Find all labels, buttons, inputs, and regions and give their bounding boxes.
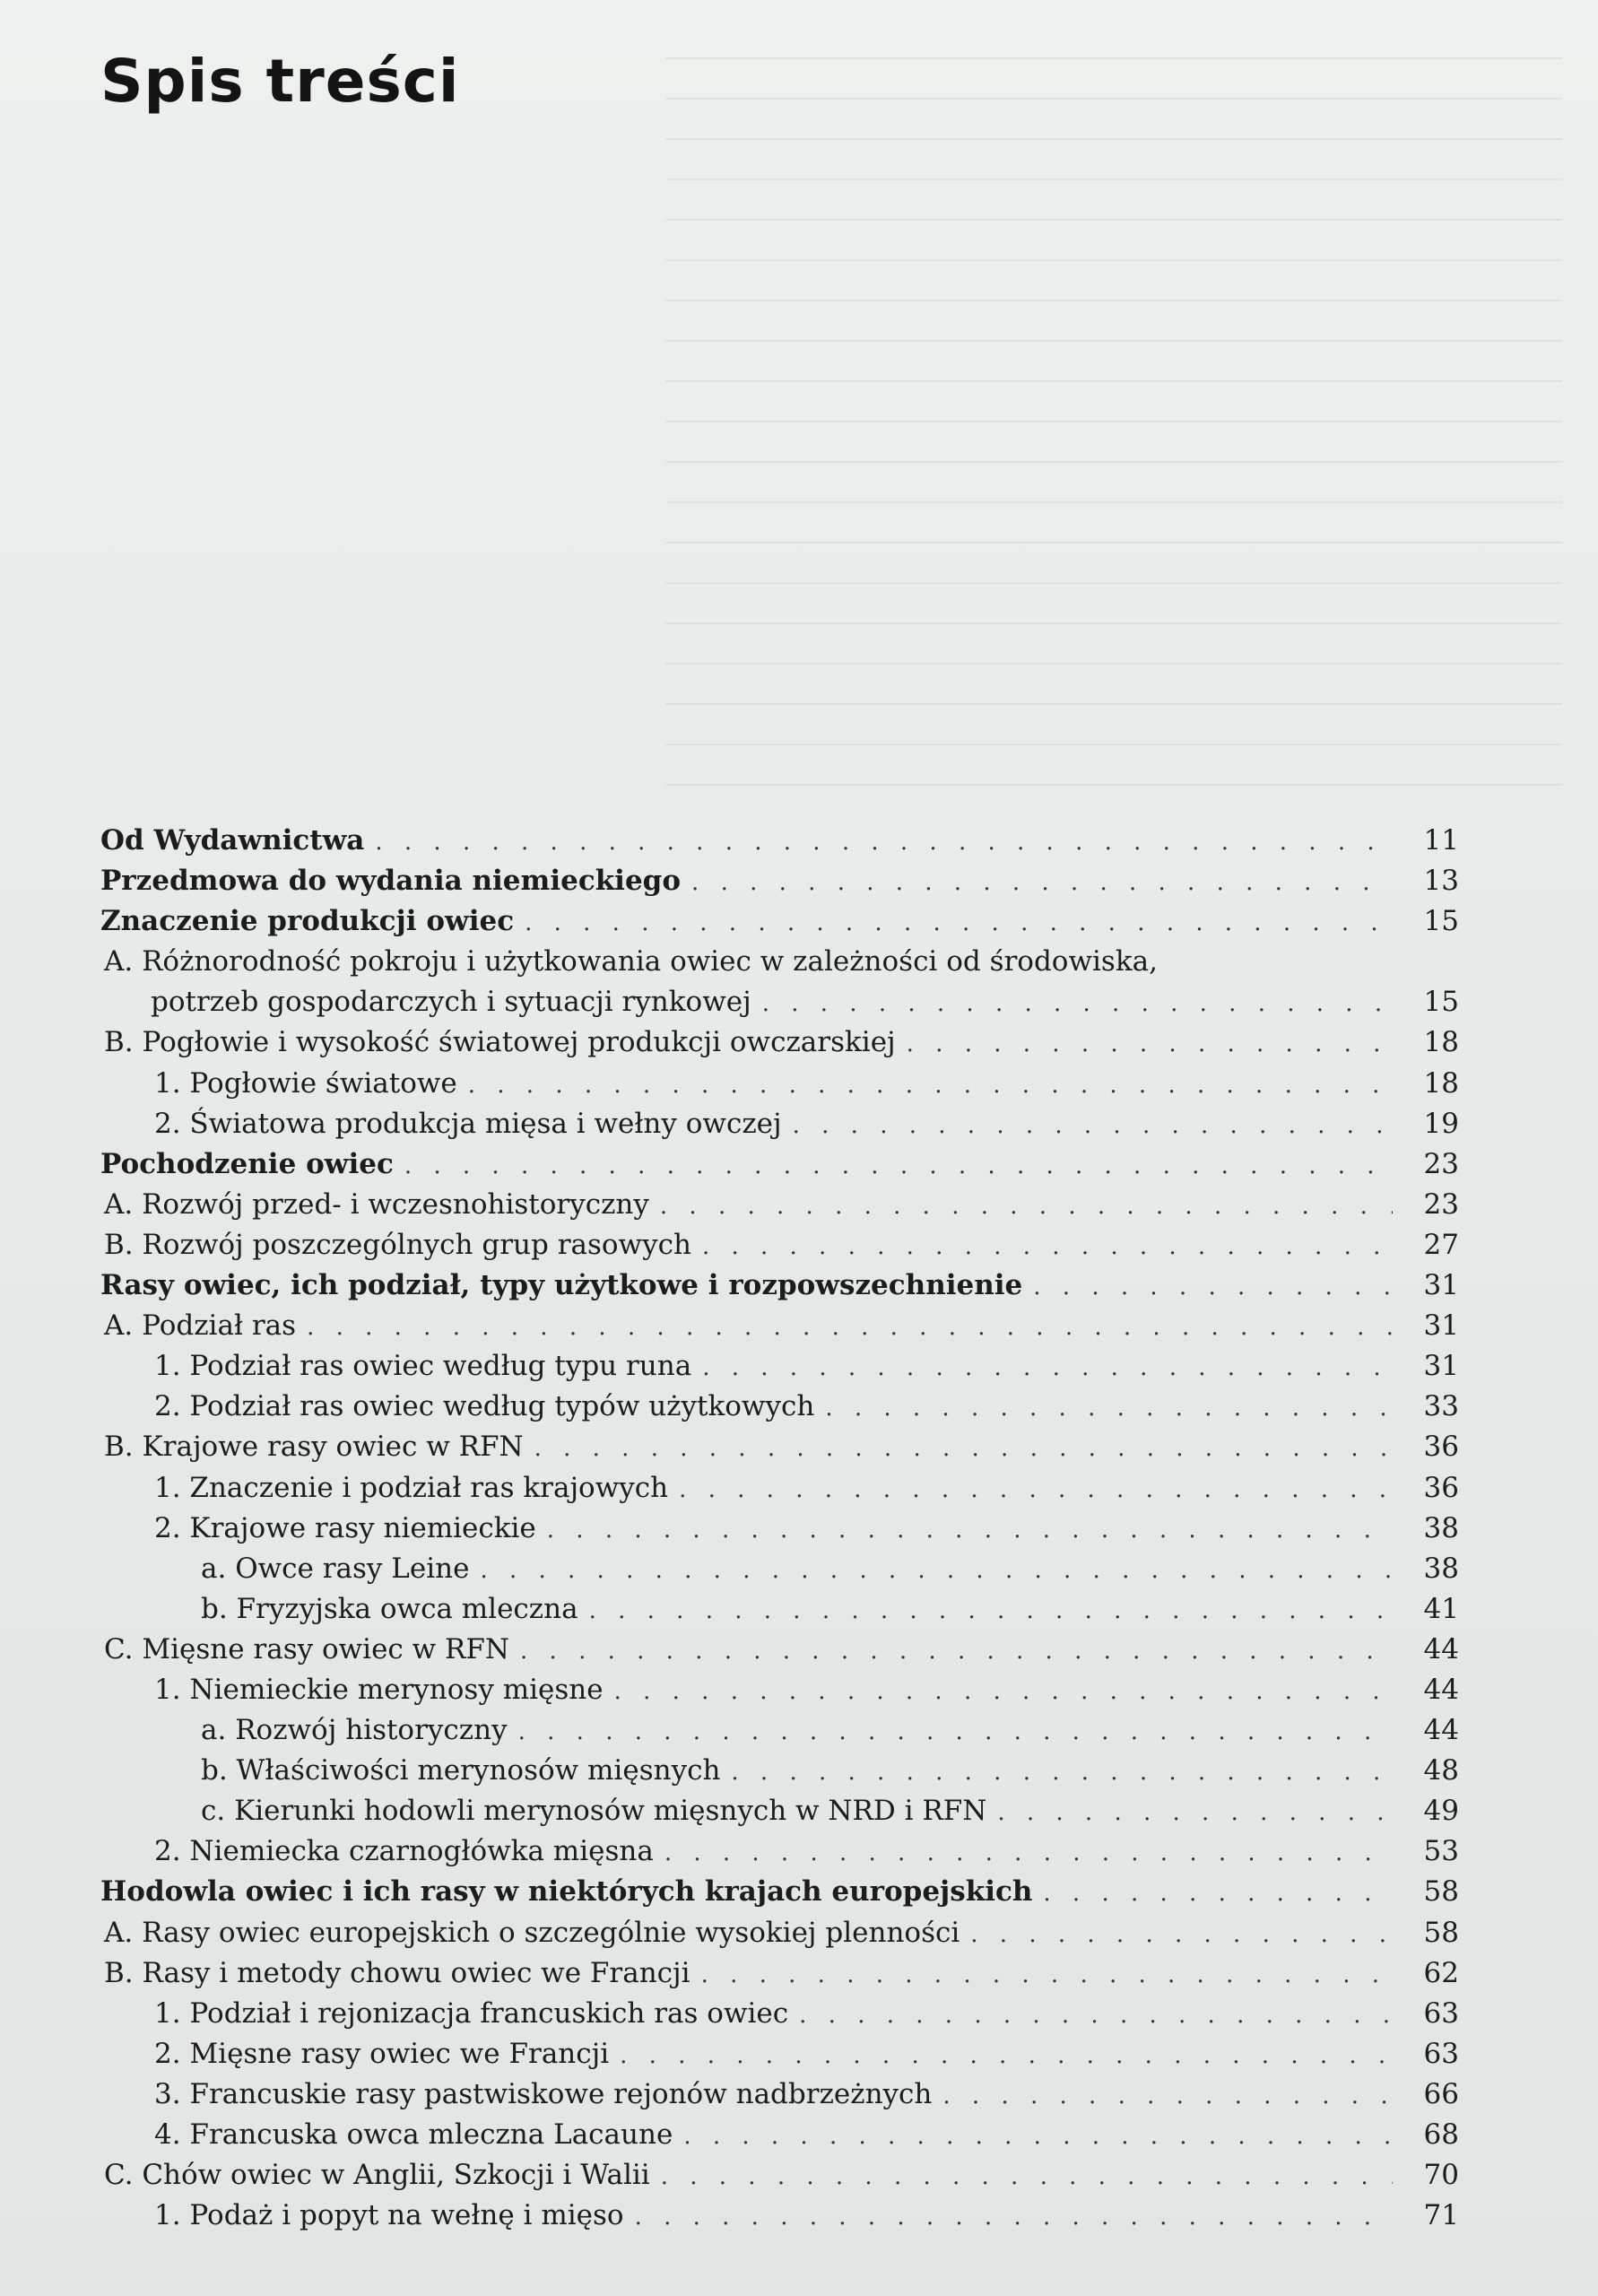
toc-entry: [100, 1265, 1459, 1306]
dot-leader: [480, 1551, 1393, 1591]
toc-entry-label: A. Rasy owiec europejskich o szczególnie wysokiej plenności: [104, 1916, 960, 1949]
toc-entry: [100, 942, 1459, 982]
toc-entry: [100, 1468, 1459, 1509]
toc-entry: [100, 1346, 1459, 1387]
toc-entry: [100, 1872, 1459, 1912]
toc-entry: [100, 1670, 1459, 1710]
toc-entry-page-number: 18: [1423, 1066, 1459, 1100]
toc-entry-page-number: 31: [1423, 1269, 1459, 1302]
toc-entry-page-number: 23: [1423, 1187, 1459, 1221]
dot-leader: [620, 2036, 1393, 2076]
dot-leader: [731, 1752, 1393, 1793]
toc-entry-label: potrzeb gospodarczych i sytuacji rynkowej: [151, 986, 751, 1019]
toc-entry-label: Znaczenie produkcji owiec: [100, 905, 515, 938]
toc-entry-label: a. Rozwój historyczny: [201, 1714, 508, 1747]
toc-entry: [100, 2034, 1459, 2074]
dot-leader: [942, 2076, 1393, 2117]
toc-entry-page-number: 27: [1423, 1228, 1459, 1261]
toc-entry-label: Rasy owiec, ich podział, typy użytkowe i rozpowszechnienie: [100, 1269, 1023, 1302]
toc-entry-page-number: 62: [1423, 1956, 1459, 1989]
page-title: Spis treści: [100, 47, 460, 116]
dot-leader: [661, 2157, 1393, 2197]
toc-entry-page-number: 63: [1423, 2037, 1459, 2070]
table-of-contents: [100, 821, 1459, 2236]
toc-entry: [100, 1225, 1459, 1265]
toc-entry: [100, 982, 1459, 1022]
toc-entry-label: 1. Pogłowie światowe: [154, 1066, 457, 1100]
dot-leader: [520, 1631, 1393, 1672]
toc-entry: [100, 2196, 1459, 2236]
dot-leader: [404, 1146, 1393, 1187]
toc-entry-label: 2. Podział ras owiec według typów użytkowych: [154, 1390, 815, 1423]
toc-entry-page-number: 41: [1423, 1592, 1459, 1625]
dot-leader: [683, 2117, 1393, 2157]
toc-entry-page-number: 63: [1423, 1996, 1459, 2030]
dot-leader: [547, 1510, 1393, 1551]
dot-leader: [702, 1348, 1393, 1388]
toc-entry-label: 3. Francuskie rasy pastwiskowe rejonów nadbrzeżnych: [154, 2077, 933, 2110]
toc-entry-page-number: 44: [1423, 1673, 1459, 1706]
toc-entry-page-number: 23: [1423, 1147, 1459, 1180]
toc-entry-label: 2. Niemiecka czarnogłówka mięsna: [154, 1835, 654, 1868]
toc-entry-label: 1. Podaż i popyt na wełnę i mięso: [154, 2199, 624, 2232]
toc-entry: [100, 1913, 1459, 1953]
toc-entry-page-number: 31: [1423, 1309, 1459, 1343]
dot-leader: [589, 1591, 1393, 1631]
dot-leader: [691, 863, 1393, 903]
toc-entry-label: b. Fryzyjska owca mleczna: [201, 1592, 578, 1625]
toc-entry-page-number: 33: [1423, 1390, 1459, 1423]
toc-entry-label: 1. Niemieckie merynosy mięsne: [154, 1673, 604, 1706]
toc-entry-page-number: 53: [1423, 1835, 1459, 1868]
toc-entry-label: A. Różnorodność pokroju i użytkowania owiec w zależności od środowiska,: [104, 945, 1158, 978]
toc-entry-page-number: 15: [1423, 905, 1459, 938]
toc-entry: [100, 1549, 1459, 1589]
toc-entry-page-number: 36: [1423, 1431, 1459, 1464]
toc-entry-label: a. Owce rasy Leine: [201, 1552, 470, 1585]
toc-entry-page-number: 44: [1423, 1632, 1459, 1665]
toc-entry-page-number: 38: [1423, 1552, 1459, 1585]
dot-leader: [762, 984, 1393, 1024]
toc-entry-page-number: 19: [1423, 1107, 1459, 1140]
toc-entry-label: B. Rasy i metody chowu owiec we Francji: [104, 1956, 690, 1989]
dot-leader: [664, 1833, 1393, 1874]
toc-entry-page-number: 58: [1423, 1875, 1459, 1909]
toc-entry-page-number: 15: [1423, 986, 1459, 1019]
dot-leader: [525, 903, 1393, 944]
toc-entry-page-number: 18: [1423, 1026, 1459, 1059]
toc-entry: [100, 1022, 1459, 1063]
toc-entry-label: 1. Podział ras owiec według typu runa: [154, 1350, 692, 1383]
dot-leader: [375, 822, 1393, 863]
toc-entry-label: 2. Krajowe rasy niemieckie: [154, 1511, 536, 1544]
toc-entry-page-number: 48: [1423, 1754, 1459, 1787]
toc-entry: [100, 1427, 1459, 1467]
toc-entry: [100, 1630, 1459, 1670]
dot-leader: [534, 1429, 1393, 1469]
dot-leader: [702, 1227, 1393, 1267]
toc-entry-label: B. Pogłowie i wysokość światowej produkcji owczarskiej: [104, 1026, 896, 1059]
dot-leader: [307, 1308, 1393, 1348]
toc-entry-page-number: 70: [1423, 2159, 1459, 2192]
toc-entry: [100, 1144, 1459, 1185]
toc-entry-label: Przedmowa do wydania niemieckiego: [100, 865, 682, 898]
toc-entry-page-number: 11: [1423, 824, 1459, 857]
toc-entry-page-number: 66: [1423, 2077, 1459, 2110]
toc-entry-label: 1. Podział i rejonizacja francuskich ras owiec: [154, 1996, 789, 2030]
toc-entry: [100, 1791, 1459, 1831]
dot-leader: [614, 1672, 1393, 1712]
toc-entry: [100, 901, 1459, 942]
toc-entry-label: 2. Światowa produkcja mięsa i wełny owczej: [154, 1107, 782, 1140]
toc-entry-page-number: 38: [1423, 1511, 1459, 1544]
toc-entry-label: 1. Znaczenie i podział ras krajowych: [154, 1471, 669, 1504]
dot-leader: [518, 1712, 1393, 1752]
toc-entry-label: 4. Francuska owca mleczna Lacaune: [154, 2118, 673, 2151]
dot-leader: [701, 1955, 1393, 1996]
dot-leader: [1033, 1267, 1393, 1308]
toc-entry: [100, 821, 1459, 861]
toc-entry: [100, 2074, 1459, 2115]
toc-entry-label: A. Podział ras: [104, 1309, 297, 1343]
dot-leader: [793, 1106, 1393, 1146]
toc-entry-page-number: 68: [1423, 2118, 1459, 2151]
toc-entry-label: Od Wydawnictwa: [100, 824, 365, 857]
toc-entry-label: 2. Mięsne rasy owiec we Francji: [154, 2037, 610, 2070]
dot-leader: [997, 1793, 1393, 1833]
toc-entry-label: b. Właściwości merynosów mięsnych: [201, 1754, 721, 1787]
toc-entry-label: A. Rozwój przed- i wczesnohistoryczny: [104, 1187, 649, 1221]
toc-entry-label: B. Rozwój poszczególnych grup rasowych: [104, 1228, 691, 1261]
toc-entry-page-number: 44: [1423, 1714, 1459, 1747]
toc-entry-label: Pochodzenie owiec: [100, 1147, 394, 1180]
toc-entry-page-number: 58: [1423, 1916, 1459, 1949]
dot-leader: [825, 1388, 1393, 1429]
toc-entry: [100, 1994, 1459, 2034]
toc-entry: [100, 1751, 1459, 1791]
dot-leader: [660, 1187, 1393, 1227]
toc-entry: [100, 1306, 1459, 1346]
dot-leader: [799, 1996, 1393, 2036]
toc-entry: [100, 1589, 1459, 1630]
toc-entry-label: c. Kierunki hodowli merynosów mięsnych w NRD i RFN: [201, 1795, 987, 1828]
dot-leader: [679, 1470, 1393, 1510]
dot-leader: [468, 1065, 1393, 1106]
toc-entry-page-number: 71: [1423, 2199, 1459, 2232]
toc-entry-page-number: 49: [1423, 1795, 1459, 1828]
bleed-through-text: [665, 27, 1562, 807]
toc-entry: [100, 1387, 1459, 1427]
toc-entry: [100, 861, 1459, 901]
toc-entry: [100, 1710, 1459, 1751]
toc-entry-page-number: 36: [1423, 1471, 1459, 1504]
toc-entry-label: C. Chów owiec w Anglii, Szkocji i Walii: [104, 2159, 650, 2192]
toc-entry: [100, 1953, 1459, 1994]
dot-leader: [970, 1915, 1393, 1955]
toc-entry: [100, 2155, 1459, 2196]
toc-entry: [100, 2115, 1459, 2155]
toc-entry-page-number: 13: [1423, 865, 1459, 898]
toc-entry: [100, 1509, 1459, 1549]
toc-entry: [100, 1064, 1459, 1104]
dot-leader: [1043, 1874, 1393, 1914]
toc-entry: [100, 1104, 1459, 1144]
dot-leader: [635, 2197, 1393, 2238]
toc-entry-label: Hodowla owiec i ich rasy w niektórych krajach europejskich: [100, 1875, 1033, 1909]
toc-entry-page-number: 31: [1423, 1350, 1459, 1383]
toc-entry: [100, 1831, 1459, 1872]
toc-entry-label: B. Krajowe rasy owiec w RFN: [104, 1431, 524, 1464]
toc-entry: [100, 1185, 1459, 1225]
dot-leader: [907, 1024, 1393, 1065]
toc-entry-label: C. Mięsne rasy owiec w RFN: [104, 1632, 510, 1665]
